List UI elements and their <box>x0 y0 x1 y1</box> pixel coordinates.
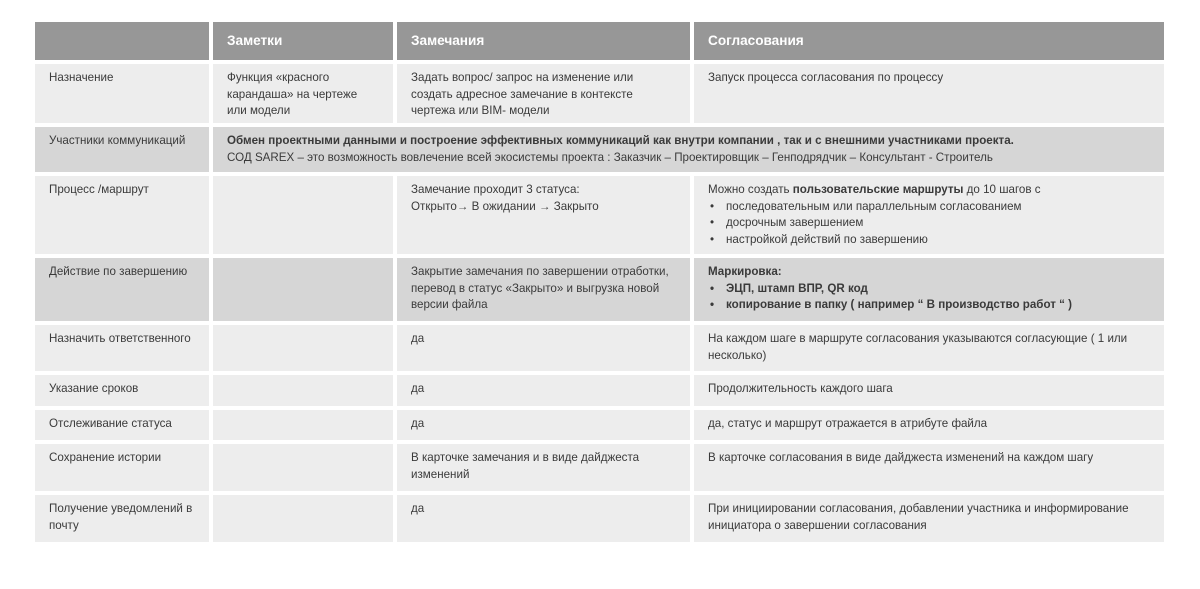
table-row <box>35 410 1164 440</box>
header-empty-cell <box>35 22 209 60</box>
remarks-cell: Задать вопрос/ запрос на изменение или создать адресное замечание в контексте чертежа или BIM- модели <box>397 64 690 123</box>
notes-cell <box>213 444 393 491</box>
table-row <box>35 495 1164 542</box>
notes-cell <box>213 176 393 254</box>
table-header <box>35 22 1164 60</box>
header-notes: Заметки <box>213 22 393 60</box>
list-item: • копирование в папку ( например “ В производство работ “ ) <box>708 297 1150 314</box>
approvals-intro-post: до 10 шагов с <box>963 183 1041 196</box>
approvals-cell: Продолжительность каждого шага <box>694 375 1164 406</box>
notes-cell: Функция «красного карандаша» на чертеже или модели <box>213 64 393 123</box>
row-label: Действие по завершению <box>35 258 209 321</box>
list-item: • досрочным завершением <box>708 215 1150 232</box>
approvals-intro-pre: Можно создать <box>708 183 793 196</box>
approvals-cell <box>694 176 1164 254</box>
marking-list <box>708 281 1150 314</box>
approvals-cell: да, статус и маршрут отражается в атрибуте файла <box>694 410 1164 440</box>
notes-cell <box>213 325 393 371</box>
notes-cell <box>213 495 393 542</box>
approvals-cell <box>694 258 1164 321</box>
row-label: Назначение <box>35 64 209 123</box>
marking-title: Маркировка: <box>708 265 782 278</box>
row-label: Получение уведомлений в почту <box>35 495 209 542</box>
participants-description: СОД SAREX – это возможность вовлечение всей экосистемы проекта : Заказчик – Проектировщик – Генподрядчик – Консультант - Строитель <box>227 150 993 164</box>
row-label: Участники коммуникаций <box>35 127 209 172</box>
remarks-cell: да <box>397 325 690 371</box>
notes-cell <box>213 375 393 406</box>
row-label: Указание сроков <box>35 375 209 406</box>
row-label: Сохранение истории <box>35 444 209 491</box>
header-remarks: Замечания <box>397 22 690 60</box>
approvals-intro-bold: пользовательские маршруты <box>792 183 964 196</box>
table-row <box>35 258 1164 321</box>
table-row <box>35 176 1164 254</box>
comparison-table <box>35 22 1164 546</box>
list-item: • последовательным или параллельным согласованием <box>708 199 1150 216</box>
table-row <box>35 444 1164 491</box>
notes-cell <box>213 410 393 440</box>
list-item: • ЭЦП, штамп ВПР, QR код <box>708 281 1150 298</box>
row-label: Отслеживание статуса <box>35 410 209 440</box>
row-label: Процесс /маршрут <box>35 176 209 254</box>
table-row <box>35 325 1164 371</box>
remarks-cell: да <box>397 410 690 440</box>
row-label: Назначить ответственного <box>35 325 209 371</box>
remarks-cell: Закрытие замечания по завершении отработки, перевод в статус «Закрыто» и выгрузка новой версии файла <box>397 258 690 321</box>
table-row <box>35 127 1164 172</box>
remarks-status-intro: Замечание проходит 3 статуса: <box>411 183 580 196</box>
remarks-status-flow: Открыто→ В ожидании → Закрыто <box>411 199 599 213</box>
approvals-route-list <box>708 199 1150 249</box>
approvals-cell: В карточке согласования в виде дайджеста изменений на каждом шагу <box>694 444 1164 491</box>
approvals-intro <box>708 182 1150 199</box>
participants-headline: Обмен проектными данными и построение эффективных коммуникаций как внутри компании , так и с внешними участниками проекта. <box>227 134 1014 147</box>
remarks-cell <box>397 176 690 254</box>
header-approvals: Согласования <box>694 22 1164 60</box>
remarks-cell: да <box>397 495 690 542</box>
approvals-cell: На каждом шаге в маршруте согласования указываются согласующие ( 1 или несколько) <box>694 325 1164 371</box>
approvals-cell: Запуск процесса согласования по процессу <box>694 64 1164 123</box>
table-row <box>35 64 1164 123</box>
list-item: • настройкой действий по завершению <box>708 232 1150 249</box>
notes-cell <box>213 258 393 321</box>
table-row <box>35 375 1164 406</box>
remarks-cell: да <box>397 375 690 406</box>
remarks-cell: В карточке замечания и в виде дайджеста изменений <box>397 444 690 491</box>
participants-merged-cell <box>213 127 1164 172</box>
approvals-cell: При инициировании согласования, добавлении участника и информирование инициатора о завершении согласования <box>694 495 1164 542</box>
